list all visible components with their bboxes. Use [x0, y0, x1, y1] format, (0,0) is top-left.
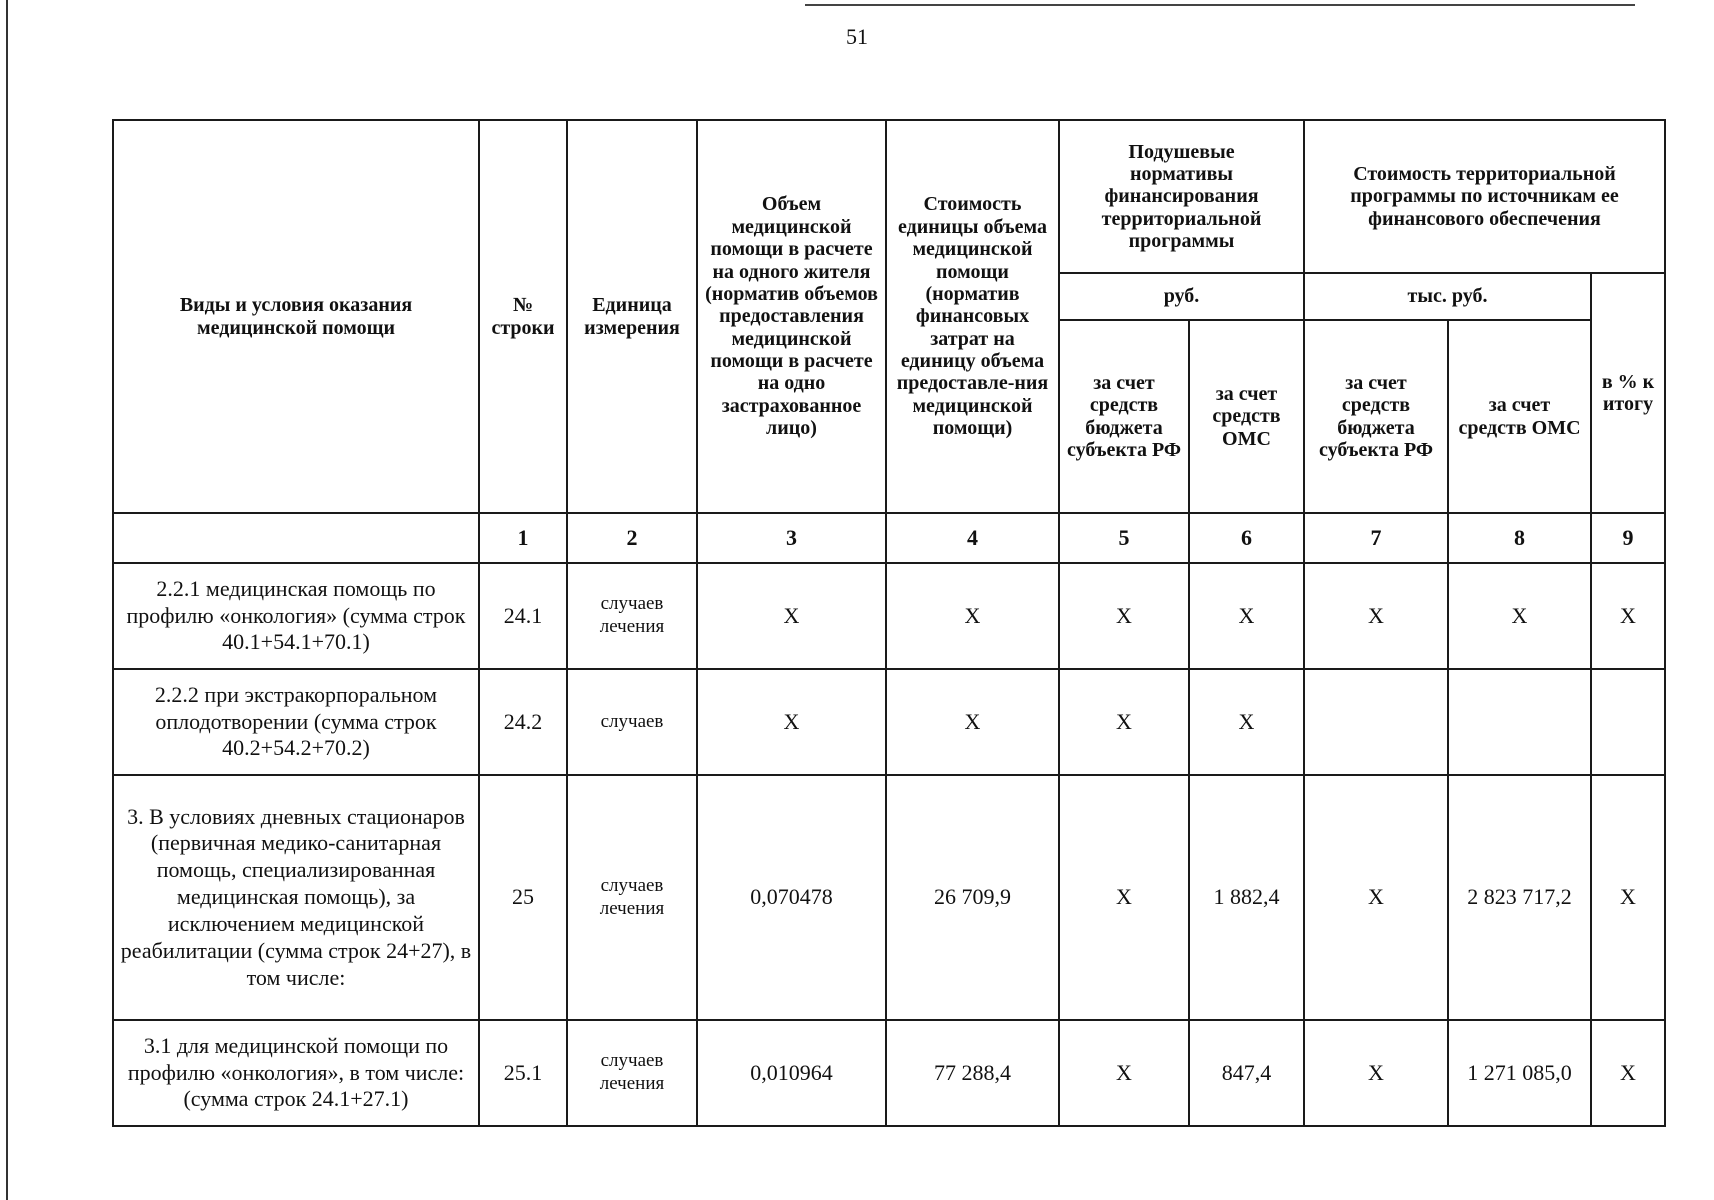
cell-unit-cost: 26 709,9: [886, 775, 1059, 1020]
header-oms-2: за счет средств ОМС: [1448, 320, 1591, 513]
header-row-number: № строки: [479, 120, 567, 513]
page-number: 51: [846, 24, 868, 49]
cell-cost-oms: X: [1448, 563, 1591, 669]
cell-cost-budget: X: [1304, 1020, 1448, 1126]
column-number: 2: [567, 513, 697, 563]
column-number: 7: [1304, 513, 1448, 563]
cell-percent: [1591, 669, 1665, 775]
row-number: 24.2: [479, 669, 567, 775]
cell-per-capita-oms: X: [1189, 669, 1304, 775]
row-name: 2.2.1 медицинская помощь по профилю «онкология» (сумма строк 40.1+54.1+70.1): [113, 563, 479, 669]
cell-unit-cost: X: [886, 669, 1059, 775]
cell-volume: X: [697, 669, 886, 775]
header-thous-rub: тыс. руб.: [1304, 273, 1591, 320]
cell-volume: X: [697, 563, 886, 669]
left-rule: [6, 0, 8, 1200]
table-row: [113, 563, 1665, 669]
cell-per-capita-oms: 847,4: [1189, 1020, 1304, 1126]
cell-unit-cost: X: [886, 563, 1059, 669]
cell-per-capita-budget: X: [1059, 669, 1189, 775]
cell-cost-oms: 2 823 717,2: [1448, 775, 1591, 1020]
cell-per-capita-oms: 1 882,4: [1189, 775, 1304, 1020]
row-unit: случаев лечения: [567, 775, 697, 1020]
cell-per-capita-budget: X: [1059, 563, 1189, 669]
cell-cost-budget: X: [1304, 563, 1448, 669]
cell-volume: 0,070478: [697, 775, 886, 1020]
top-rule: [805, 4, 1635, 6]
cell-cost-oms: 1 271 085,0: [1448, 1020, 1591, 1126]
column-number: 9: [1591, 513, 1665, 563]
column-number: 8: [1448, 513, 1591, 563]
table-row: [113, 775, 1665, 1020]
cell-per-capita-budget: X: [1059, 775, 1189, 1020]
row-name: 3. В условиях дневных стационаров (первичная медико-санитарная помощь, специализированная медицинская помощь), за исключением медицинской реабилитации (сумма строк 24+27), в том числе:: [113, 775, 479, 1020]
cell-percent: X: [1591, 1020, 1665, 1126]
column-number: 6: [1189, 513, 1304, 563]
table-row: [113, 669, 1665, 775]
cell-cost-oms: [1448, 669, 1591, 775]
header-budget-rf-2: за счет средств бюджета субъекта РФ: [1304, 320, 1448, 513]
row-name: 2.2.2 при экстракорпоральном оплодотворении (сумма строк 40.2+54.2+70.2): [113, 669, 479, 775]
header-oms: за счет средств ОМС: [1189, 320, 1304, 513]
header-rub: руб.: [1059, 273, 1304, 320]
column-numbers-row: [113, 513, 1665, 563]
header-per-capita: Подушевые нормативы финансирования территориальной программы: [1059, 120, 1304, 273]
row-number: 25: [479, 775, 567, 1020]
cell-cost-budget: [1304, 669, 1448, 775]
cell-per-capita-budget: X: [1059, 1020, 1189, 1126]
header-volume: Объем медицинской помощи в расчете на одного жителя (норматив объемов предоставления медицинской помощи в расчете на одно застрахованное лицо): [697, 120, 886, 513]
cell-cost-budget: X: [1304, 775, 1448, 1020]
column-number: 4: [886, 513, 1059, 563]
cell-volume: 0,010964: [697, 1020, 886, 1126]
header-types: Виды и условия оказания медицинской помощи: [113, 120, 479, 513]
cell-unit-cost: 77 288,4: [886, 1020, 1059, 1126]
row-name: 3.1 для медицинской помощи по профилю «онкология», в том числе: (сумма строк 24.1+27.1): [113, 1020, 479, 1126]
column-number: 5: [1059, 513, 1189, 563]
column-number-empty: [113, 513, 479, 563]
row-unit: случаев: [567, 669, 697, 775]
cell-percent: X: [1591, 775, 1665, 1020]
cell-per-capita-oms: X: [1189, 563, 1304, 669]
row-number: 25.1: [479, 1020, 567, 1126]
financing-table: [112, 119, 1666, 1127]
column-number: 3: [697, 513, 886, 563]
row-unit: случаев лечения: [567, 1020, 697, 1126]
column-number: 1: [479, 513, 567, 563]
row-unit: случаев лечения: [567, 563, 697, 669]
header-program-cost: Стоимость территориальной программы по источникам ее финансового обеспечения: [1304, 120, 1665, 273]
row-number: 24.1: [479, 563, 567, 669]
header-row-1: [113, 120, 1665, 273]
table-row: [113, 1020, 1665, 1126]
header-unit-cost: Стоимость единицы объема медицинской помощи (норматив финансовых затрат на единицу объема предоставле-ния медицинской помощи): [886, 120, 1059, 513]
header-percent: в % к итогу: [1591, 273, 1665, 513]
header-budget-rf: за счет средств бюджета субъекта РФ: [1059, 320, 1189, 513]
header-unit: Единица измерения: [567, 120, 697, 513]
cell-percent: X: [1591, 563, 1665, 669]
